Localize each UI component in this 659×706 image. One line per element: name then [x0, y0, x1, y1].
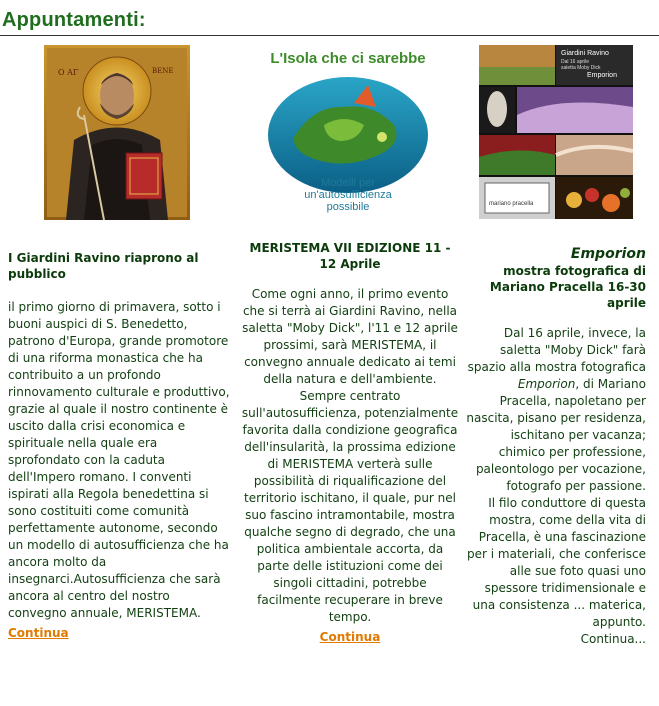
page-header	[0, 0, 659, 36]
article-body: il primo giorno di primavera, sotto i buoni auspici di S. Benedetto, patrono d'Europa, grande promotore di una riforma monastica che ha contribuito a un profondo rinnovamento culturale e produttivo, grazie al quale il nostro continente è uscito dalla crisi economica e spirituale nella quale era sprofondato con la caduta dell'Impero romano. I conventi ispirati alla Regola benedettina si sono costituiti come comunità perfettamente autonome, secondo un modello di autosufficienza che ha ancora molto da insegnarci.Autosufficienza che sarà ancora al centro del nostro convegno annuale, MERISTEMA.	[8, 300, 230, 620]
article-giardini-ravino	[8, 45, 230, 641]
body-part-1: Dal 16 aprile, invece, la saletta "Moby Dick" farà spazio alla mostra fotografica	[467, 326, 646, 374]
svg-text:Modelli per: Modelli per	[321, 177, 375, 189]
article-body: Come ogni anno, il primo evento che si terrà ai Giardini Ravino, nella saletta "Moby Dick", l'11 e 12 aprile prossimi, sarà MERISTEMA, il convegno annuale dedicato ai temi della natura e dell'ambiente. Sempre centrato sull'autosufficienza, potenzialmente favorita dalla condizione geografica dell'insularità, la prossima edizione di MERISTEMA verterà sulle possibilità di riqualificazione del territorio ischitano, il quale, pur nel suo fascino intramontabile, mostra qualche segno di degrado, che una politica ambientale accorta, da parte delle istituzioni come dei singoli cittadini, potrebbe facilmente recuperare in breve tempo.	[241, 287, 459, 624]
article-title: MERISTEMA VII EDIZIONE 11 - 12 Aprile	[249, 241, 451, 271]
page-title: Appuntamenti:	[2, 9, 146, 31]
continua-link[interactable]: Continua...	[580, 632, 646, 646]
collage-name: mariano pracella	[489, 201, 534, 207]
icon-painting-icon	[44, 45, 190, 220]
article-title: I Giardini Ravino riaprono al pubblico	[8, 251, 199, 281]
body-emphasis: Emporion	[517, 377, 576, 391]
saint-benedict-image[interactable]	[44, 45, 190, 220]
body-part-2: , di Mariano Pracella, napoletano per nascita, pisano per residenza, ischitano per vacanza; chimico per professione, paleontologo per vocazione, fotografo per passione.	[466, 377, 646, 493]
svg-text:saletta Moby Dick: saletta Moby Dick	[561, 65, 601, 71]
isola-poster-image[interactable]	[264, 45, 432, 215]
article-emporion	[466, 45, 646, 648]
poster-title: L'Isola che ci sarebbe	[270, 50, 426, 67]
photo-collage-icon	[479, 45, 633, 219]
article-meristema	[240, 45, 460, 645]
continua-link[interactable]: Continua	[319, 630, 381, 644]
article-title-main: Emporion	[570, 246, 646, 262]
svg-text:possibile: possibile	[326, 201, 370, 213]
emporion-collage-image[interactable]	[479, 45, 633, 219]
svg-text:ΒΕΝΕ: ΒΕΝΕ	[152, 67, 174, 75]
body-part-3: Il filo conduttore di questa mostra, come della vita di Pracella, è una fascinazione per i materiali, che conferisce alle sue foto quasi uno spessore tridimensionale e una consistenza ... materica, appunto.	[467, 496, 646, 629]
svg-text:un'autosufficienza: un'autosufficienza	[304, 189, 392, 201]
continua-link[interactable]: Continua	[8, 626, 69, 640]
svg-text:Dal 16 aprile: Dal 16 aprile	[561, 59, 590, 65]
collage-title: Giardini Ravino	[561, 50, 609, 57]
svg-text:Ο ΑΓ: Ο ΑΓ	[58, 68, 79, 77]
article-body	[466, 325, 646, 648]
article-title	[466, 245, 646, 311]
island-poster-icon	[264, 45, 432, 215]
article-subtitle: mostra fotografica di Mariano Pracella 16-30 aprile	[489, 264, 646, 310]
collage-brand: Emporion	[587, 72, 617, 79]
